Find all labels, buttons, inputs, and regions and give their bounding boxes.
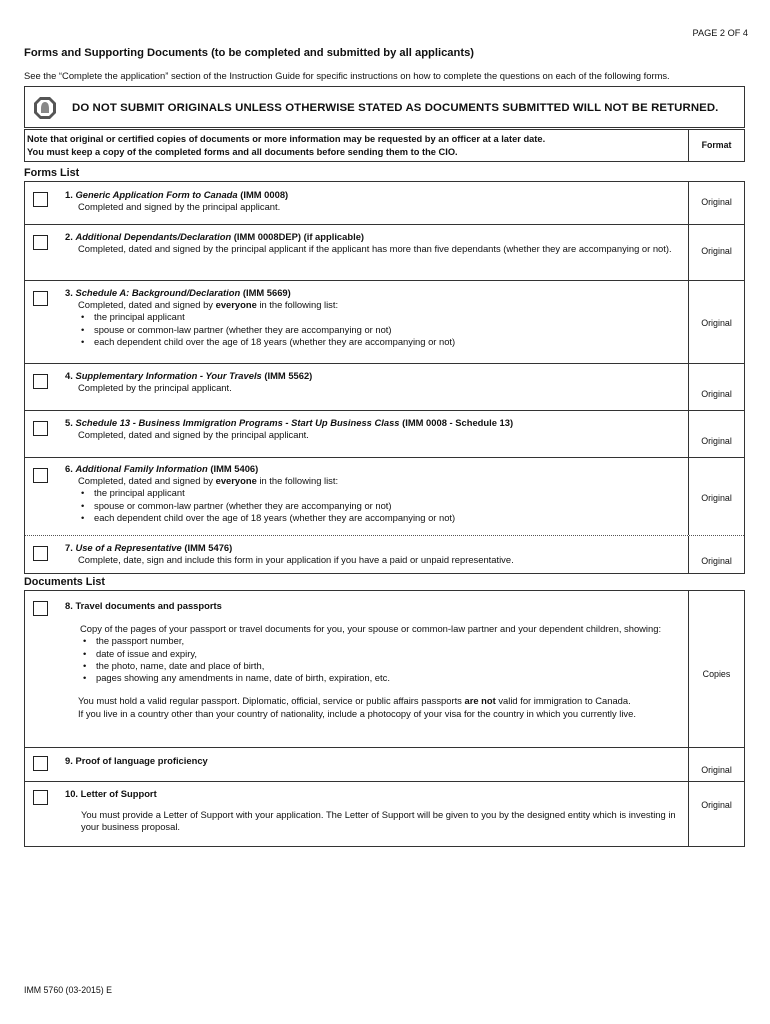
form-3-checkbox[interactable] bbox=[33, 291, 48, 306]
form-1-description: Completed and signed by the principal applicant. bbox=[78, 201, 281, 213]
documents-list-title: Documents List bbox=[24, 576, 105, 588]
form-5-description: Completed, dated and signed by the principal applicant. bbox=[78, 429, 309, 441]
form-5-format: Original bbox=[701, 436, 732, 446]
document-10-title: Letter of Support bbox=[80, 788, 157, 799]
form-7-format: Original bbox=[701, 556, 732, 566]
form-4-checkbox[interactable] bbox=[33, 374, 48, 389]
form-3-bullets bbox=[78, 311, 682, 348]
form-6-format: Original bbox=[701, 493, 732, 503]
page-number: PAGE 2 OF 4 bbox=[692, 28, 748, 38]
warning-text: DO NOT SUBMIT ORIGINALS UNLESS OTHERWISE STATED AS DOCUMENTS SUBMITTED WILL NOT BE RETURNED. bbox=[72, 102, 719, 114]
document-9-checkbox[interactable] bbox=[33, 756, 48, 771]
form-row-3: 3. Schedule A: Background/Declaration (IMM 5669) Completed, dated and signed by everyone in the following list: • the principal applicant • spouse or common-law partner (whether they are accompanying or not) • each dependent child over the age of 18 years (whether they are accompanying or not) Original bbox=[25, 280, 744, 363]
document-8-bullets bbox=[80, 635, 682, 684]
form-7-checkbox[interactable] bbox=[33, 546, 48, 561]
form-4-description: Completed by the principal applicant. bbox=[78, 382, 232, 394]
list-item: • the principal applicant bbox=[94, 311, 682, 323]
form-row-6: 6. Additional Family Information (IMM 5406) Completed, dated and signed by everyone in the following list: • the principal applicant • spouse or common-law partner (whether they are accompanying or not) • each dependent child over the age of 18 years (whether they are accompanying or not) Original bbox=[25, 457, 744, 535]
list-item: • spouse or common-law partner (whether they are accompanying or not) bbox=[94, 500, 682, 512]
form-6-description: Completed, dated and signed by everyone in the following list: bbox=[78, 475, 339, 487]
intro-text: See the “Complete the application” section of the Instruction Guide for specific instructions on how to complete the questions on each of the following forms. bbox=[24, 70, 670, 81]
form-6-checkbox[interactable] bbox=[33, 468, 48, 483]
documents-list bbox=[24, 590, 745, 847]
document-10-description: You must provide a Letter of Support with your application. The Letter of Support will be given to you by the designed entity which is investing in your business proposal. bbox=[81, 809, 676, 833]
form-7-description: Complete, date, sign and include this form in your application if you have a paid or unpaid representative. bbox=[78, 554, 514, 566]
document-9-format: Original bbox=[701, 765, 732, 775]
list-item: • each dependent child over the age of 18 years (whether they are accompanying or not) bbox=[94, 512, 682, 524]
document-row-10: 10. Letter of Support You must provide a Letter of Support with your application. The Letter of Support will be given to you by the designed entity which is investing in your business proposal. Original bbox=[25, 781, 744, 846]
form-4-title: Supplementary Information - Your Travels bbox=[75, 370, 262, 381]
form-6-bullets bbox=[78, 487, 682, 524]
caution-icon bbox=[33, 96, 57, 120]
document-8-description: Copy of the pages of your passport or travel documents for you, your spouse or common-law partner and your dependent children, showing: bbox=[80, 623, 662, 635]
form-1-title: Generic Application Form to Canada bbox=[75, 189, 238, 200]
form-1-checkbox[interactable] bbox=[33, 192, 48, 207]
form-1-format: Original bbox=[701, 197, 732, 207]
form-5-checkbox[interactable] bbox=[33, 421, 48, 436]
document-8-passport-note: You must hold a valid regular passport. Diplomatic, official, service or public affairs passports are not valid for immigration to Canada. bbox=[78, 695, 631, 707]
list-item: • pages showing any amendments in name, date of birth, expiration, etc. bbox=[96, 672, 682, 684]
form-row-2: 2. Additional Dependants/Declaration (IMM 0008DEP) (if applicable) Completed, dated and signed by the principal applicant if the applicant has more than five dependants (whether they are accompanying or not). Original bbox=[25, 224, 744, 280]
form-7-title: Use of a Representative bbox=[75, 542, 182, 553]
form-row-5: 5. Schedule 13 - Business Immigration Programs - Start Up Business Class (IMM 0008 - Schedule 13) Completed, dated and signed by the principal applicant. Original bbox=[25, 410, 744, 457]
document-row-9: 9. Proof of language proficiency Original bbox=[25, 747, 744, 781]
list-item: • each dependent child over the age of 18 years (whether they are accompanying or not) bbox=[94, 336, 682, 348]
form-2-checkbox[interactable] bbox=[33, 235, 48, 250]
document-9-title: Proof of language proficiency bbox=[75, 755, 208, 766]
list-item: • spouse or common-law partner (whether they are accompanying or not) bbox=[94, 324, 682, 336]
form-2-format: Original bbox=[701, 246, 732, 256]
list-item: • date of issue and expiry, bbox=[96, 648, 682, 660]
document-row-8: 8. Travel documents and passports Copy of the pages of your passport or travel documents for you, your spouse or common-law partner and your dependent children, showing: • the passport number, • date of issue and expiry, • the photo, name, date and place of birth, • pages showing any amendments in name, date of birth, expiration, etc. You must hold a valid regular passport. Diplomatic, official, service or public affairs passports are not valid for immigration to Canada. If you live in a country other than your country of nationality, include a photocopy of your visa for the country in which you currently live. Copies bbox=[25, 591, 744, 747]
document-8-format: Copies bbox=[702, 669, 731, 679]
list-item: • the passport number, bbox=[96, 635, 682, 647]
form-2-description: Completed, dated and signed by the principal applicant if the applicant has more than five dependants (whether they are accompanying or not). bbox=[78, 243, 672, 255]
form-2-title: Additional Dependants/Declaration bbox=[75, 231, 232, 242]
format-column-header: Format bbox=[688, 130, 744, 161]
form-3-format: Original bbox=[701, 318, 732, 328]
form-code-footer: IMM 5760 (03-2015) E bbox=[24, 985, 113, 995]
forms-list-title: Forms List bbox=[24, 167, 80, 179]
document-8-title: Travel documents and passports bbox=[75, 600, 222, 611]
form-6-title: Additional Family Information bbox=[75, 463, 208, 474]
note-line-1: Note that original or certified copies of documents or more information may be requested by an officer at a later date. bbox=[27, 134, 546, 144]
form-3-title: Schedule A: Background/Declaration bbox=[75, 287, 241, 298]
forms-list bbox=[24, 181, 745, 574]
form-row-7: 7. Use of a Representative (IMM 5476) Complete, date, sign and include this form in your application if you have a paid or unpaid representative. Original bbox=[25, 535, 744, 573]
document-10-checkbox[interactable] bbox=[33, 790, 48, 805]
document-8-visa-note: If you live in a country other than your country of nationality, include a photocopy of your visa for the country in which you currently live. bbox=[78, 707, 636, 719]
note-line-2: You must keep a copy of the completed forms and all documents before sending them to the CIO. bbox=[27, 146, 458, 157]
list-item: • the photo, name, date and place of birth, bbox=[96, 660, 682, 672]
form-row-4: 4. Supplementary Information - Your Travels (IMM 5562) Completed by the principal applicant. Original bbox=[25, 363, 744, 410]
page-heading: Forms and Supporting Documents (to be completed and submitted by all applicants) bbox=[24, 47, 475, 59]
form-5-title: Schedule 13 - Business Immigration Programs - Start Up Business Class bbox=[75, 417, 400, 428]
list-item: • the principal applicant bbox=[94, 487, 682, 499]
document-10-format: Original bbox=[701, 800, 732, 810]
note-box bbox=[24, 129, 745, 162]
form-row-1: 1. Generic Application Form to Canada (IMM 0008) Completed and signed by the principal applicant. Original bbox=[25, 182, 744, 224]
document-8-checkbox[interactable] bbox=[33, 601, 48, 616]
form-3-description: Completed, dated and signed by everyone in the following list: bbox=[78, 299, 339, 311]
warning-box bbox=[24, 86, 745, 128]
form-4-format: Original bbox=[701, 389, 732, 399]
